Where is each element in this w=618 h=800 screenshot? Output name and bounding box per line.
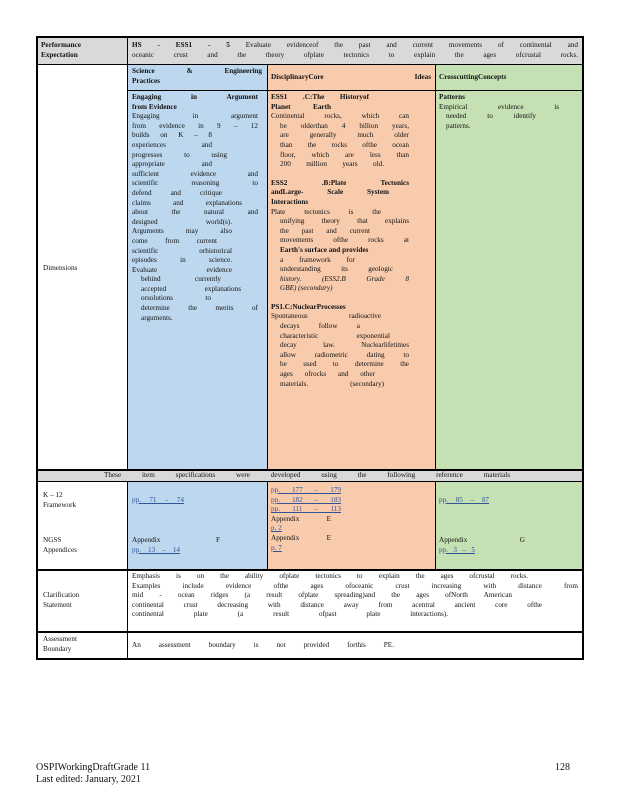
row-divider	[38, 569, 582, 571]
dci-framework-link-2[interactable]: pp. 182 – 183	[271, 495, 341, 504]
row-divider	[38, 469, 582, 471]
sep-appendix: Appendix F	[132, 536, 220, 544]
clarification-label: Clarification Statement	[43, 591, 80, 609]
sep-header: Science & Engineering Practices	[132, 67, 262, 85]
specs-banner: These item specifications were developed using the following reference materials	[104, 471, 510, 479]
dci-refs: pp. 177 – 179 pp. 182 – 183 pp. 111 – 113 Appendix E p. 2 Appendix E p. 7	[271, 486, 341, 552]
table-border-left	[36, 36, 38, 660]
dci-framework-link-1[interactable]: pp. 177 – 179	[271, 486, 341, 494]
footer-title: OSPIWorkingDraftGrade 11	[36, 762, 151, 773]
dci-framework-link-3[interactable]: pp. 111 – 113	[271, 505, 341, 514]
pe-label: Performance Expectation	[41, 41, 81, 59]
ccc-appendix: Appendix G	[439, 536, 525, 544]
sep-content: Engaging in Argument from Evidence Engaging in argument from evidence in 9 – 12 builds on K – 8 experiences and progresses to using appropriate and sufficient evidence and scientific reasoning to defend and critique claims and explanations about the natural and designed world(s). Arguments may also come from current scientific orhistorical episodes in science. Evaluate evidence behind currently accepted explanations orsolutions to determine the merits of arguments.	[132, 93, 258, 322]
pe-text: HS - ESS1 - 5 Evaluate evidenceof the past and current movements of continental and oceanic crust and the theory ofplate tectonics to explain the ages ofcrustal rocks.	[132, 41, 578, 59]
table-border-right	[582, 36, 584, 660]
ccc-header: CrosscuttingConcepts	[439, 73, 507, 81]
dimensions-label: Dimensions	[43, 264, 78, 272]
framework-label: K – 12 Framework	[43, 491, 77, 509]
sep-refs-cell	[128, 481, 267, 569]
table-border-top	[36, 36, 584, 38]
pe-code: HS - ESS1 - 5	[132, 41, 230, 49]
row-divider	[38, 481, 582, 482]
ccc-appendix-link[interactable]: pp. 3 – 5	[439, 546, 475, 554]
row-divider	[38, 64, 582, 65]
col-divider	[435, 64, 436, 470]
footer-edited: Last edited: January, 2021	[36, 774, 141, 785]
col-divider	[435, 481, 436, 569]
ccc-framework-link[interactable]: pp. 85 – 87	[439, 496, 489, 504]
col-divider	[127, 481, 128, 658]
footer	[36, 762, 584, 786]
col-divider	[267, 64, 268, 470]
col-divider	[267, 481, 268, 569]
dci-appendix-link-2[interactable]: p. 7	[271, 543, 282, 552]
row-divider	[128, 90, 582, 91]
ccc-refs-cell	[435, 481, 582, 569]
appendices-label: NGSS Appendices	[43, 536, 77, 554]
sep-appendix-link[interactable]: pp. 13 – 14	[132, 546, 180, 554]
assessment-text: An assessment boundary is not provided forthis PE.	[132, 641, 394, 649]
clarification-text: Emphasis is on the ability ofplate tectonics to explain the ages ofcrustal rocks. Examples include evidence ofthe ages ofoceanic crust increasing with distance from mid - ocean ridges (a result ofplate spreading)and the ages ofNorth American continental crust decreasing with distance away from acentral ancient core ofthe continental plate (a result ofpast plate interactions).	[132, 572, 578, 619]
ccc-content: Patterns Empirical evidence is needed to identify patterns.	[439, 93, 559, 130]
table-border-bottom	[36, 658, 584, 660]
dci-header: DisciplinaryCore Ideas	[271, 73, 431, 81]
col-divider	[127, 38, 128, 470]
dci-appendix-link-1[interactable]: p. 2	[271, 524, 282, 533]
assessment-label: Assessment Boundary	[43, 635, 77, 653]
row-divider	[38, 631, 582, 633]
dci-content: ESS1 .C:The Historyof Planet Earth Continental rocks, which can be olderthan 4 billion years, are generally much older than the rocks ofthe ocean floor, which are less than 200 million years old. ESS2 .B:Plate Tectonics andLarge- Scale System Interactions Plate tectonics is the unifying theory that explains the past and current movements ofthe rocks at Earth's surface and provides a framework for understanding its geologic history. (ESS2.B Grade 8 GBE) (secondary) PS1.C:NuclearProcesses Spontaneous radioactive decays follow a characteristic exponential decay law. Nuclearlifetimes allow radiometric dating to be used to determine the ages ofrocks and other materials. (secondary)	[271, 93, 409, 388]
page-number: 128	[555, 762, 570, 773]
sep-framework-link[interactable]: pp. 71 – 74	[132, 496, 184, 504]
